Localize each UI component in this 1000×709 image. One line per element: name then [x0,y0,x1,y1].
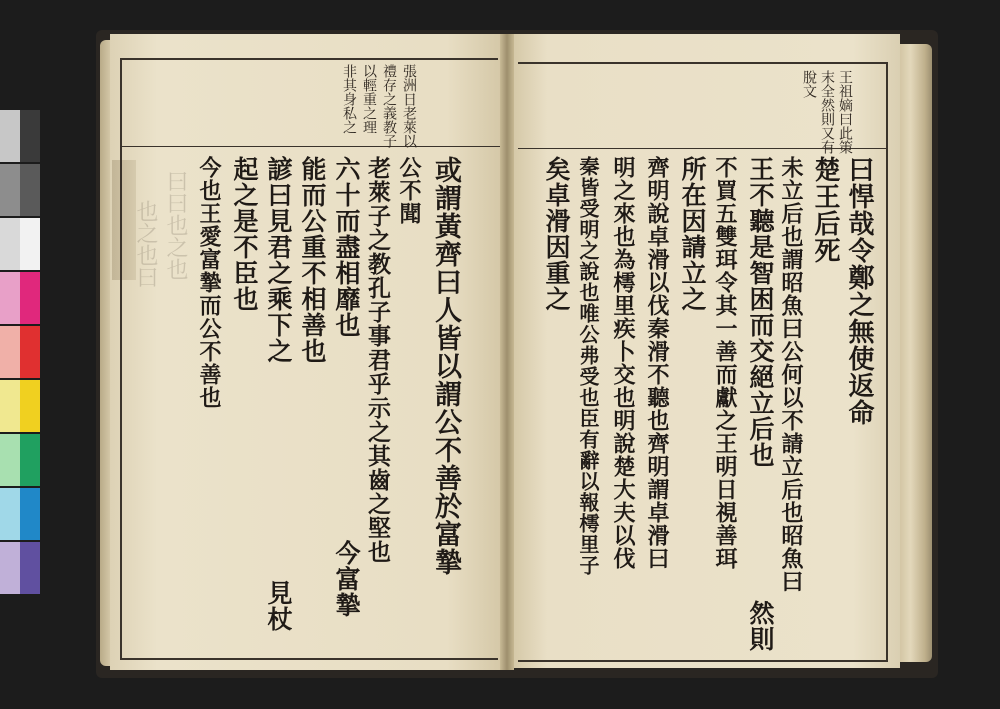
right-column-11: 矣卓滑因重之 [542,156,571,312]
right-headnote-3: 脫文 [801,70,817,98]
calibration-swatch [20,272,40,324]
left-header-rule [120,146,500,147]
left-column-10: 起之是不臣也 [230,156,259,312]
calibration-swatch [0,542,20,594]
right-headnote-1: 王祖嫡曰此策 [837,70,853,154]
left-column-11: 今也王愛富摯而公不善也 [196,156,222,409]
left-headnote-3: 以輕重之理 [361,64,377,134]
left-column-8: 諺曰見君之乘下之 [264,156,293,364]
right-headnote-2: 末全然則又有 [819,70,835,154]
calibration-swatch [20,218,40,270]
color-calibration-strip [0,110,40,600]
calibration-swatch [20,542,40,594]
left-column-5: 今富摯 [332,540,361,618]
left-column-1: 或謂黃齊曰人皆以謂公不善於富摯 [430,156,461,576]
bleed-through-text: 曰曰也之也 [163,170,188,280]
calibration-swatch [0,272,20,324]
book-gutter [500,34,514,670]
calibration-swatch [0,380,20,432]
right-column-9: 明之來也為樗里疾卜交也明說楚大夫以伐 [610,156,636,570]
left-column-9: 見杖 [264,580,293,632]
left-column-4: 六十而盡相靡也 [332,156,361,338]
calibration-swatch [0,164,20,216]
calibration-swatch [0,218,20,270]
calibration-swatch [20,326,40,378]
left-column-6: 能而公重不相善也 [298,156,327,364]
right-column-3: 未立后也謂昭魚曰公何以不請立后也昭魚曰 [778,156,804,593]
right-column-6: 不買五雙珥令其一善而獻之王明日視善珥 [712,156,738,570]
calibration-swatch [20,380,40,432]
right-column-10: 秦皆受明之說也唯公弗受也臣有辭以報樗里子 [576,156,600,576]
left-headnote-2: 禮存之義教子 [381,64,397,148]
right-column-8: 齊明說卓滑以伐秦滑不聽也齊明謂卓滑曰 [644,156,670,570]
calibration-swatch [20,488,40,540]
left-column-2: 公不聞 [396,156,422,225]
left-headnote-1: 張洲日老萊以 [401,64,417,148]
right-column-7: 所在因請立之 [678,156,707,312]
calibration-swatch [20,434,40,486]
right-column-2: 楚王后死 [810,156,840,264]
right-column-1: 曰悍哉令鄭之無使返命 [844,156,874,426]
left-column-3: 老萊子之教孔子事君乎示之其齒之堅也 [364,156,391,564]
calibration-swatch [20,164,40,216]
calibration-swatch [0,488,20,540]
calibration-swatch [0,434,20,486]
bleed-through-text: 也之也曰 [133,200,158,288]
page-edges-right [896,44,932,662]
calibration-swatch [20,110,40,162]
right-column-5: 然則 [746,600,775,652]
calibration-swatch [0,326,20,378]
right-column-4: 王不聽是智困而交絕立后也 [746,156,775,468]
left-headnote-4: 非其身私之 [341,64,357,134]
calibration-swatch [0,110,20,162]
